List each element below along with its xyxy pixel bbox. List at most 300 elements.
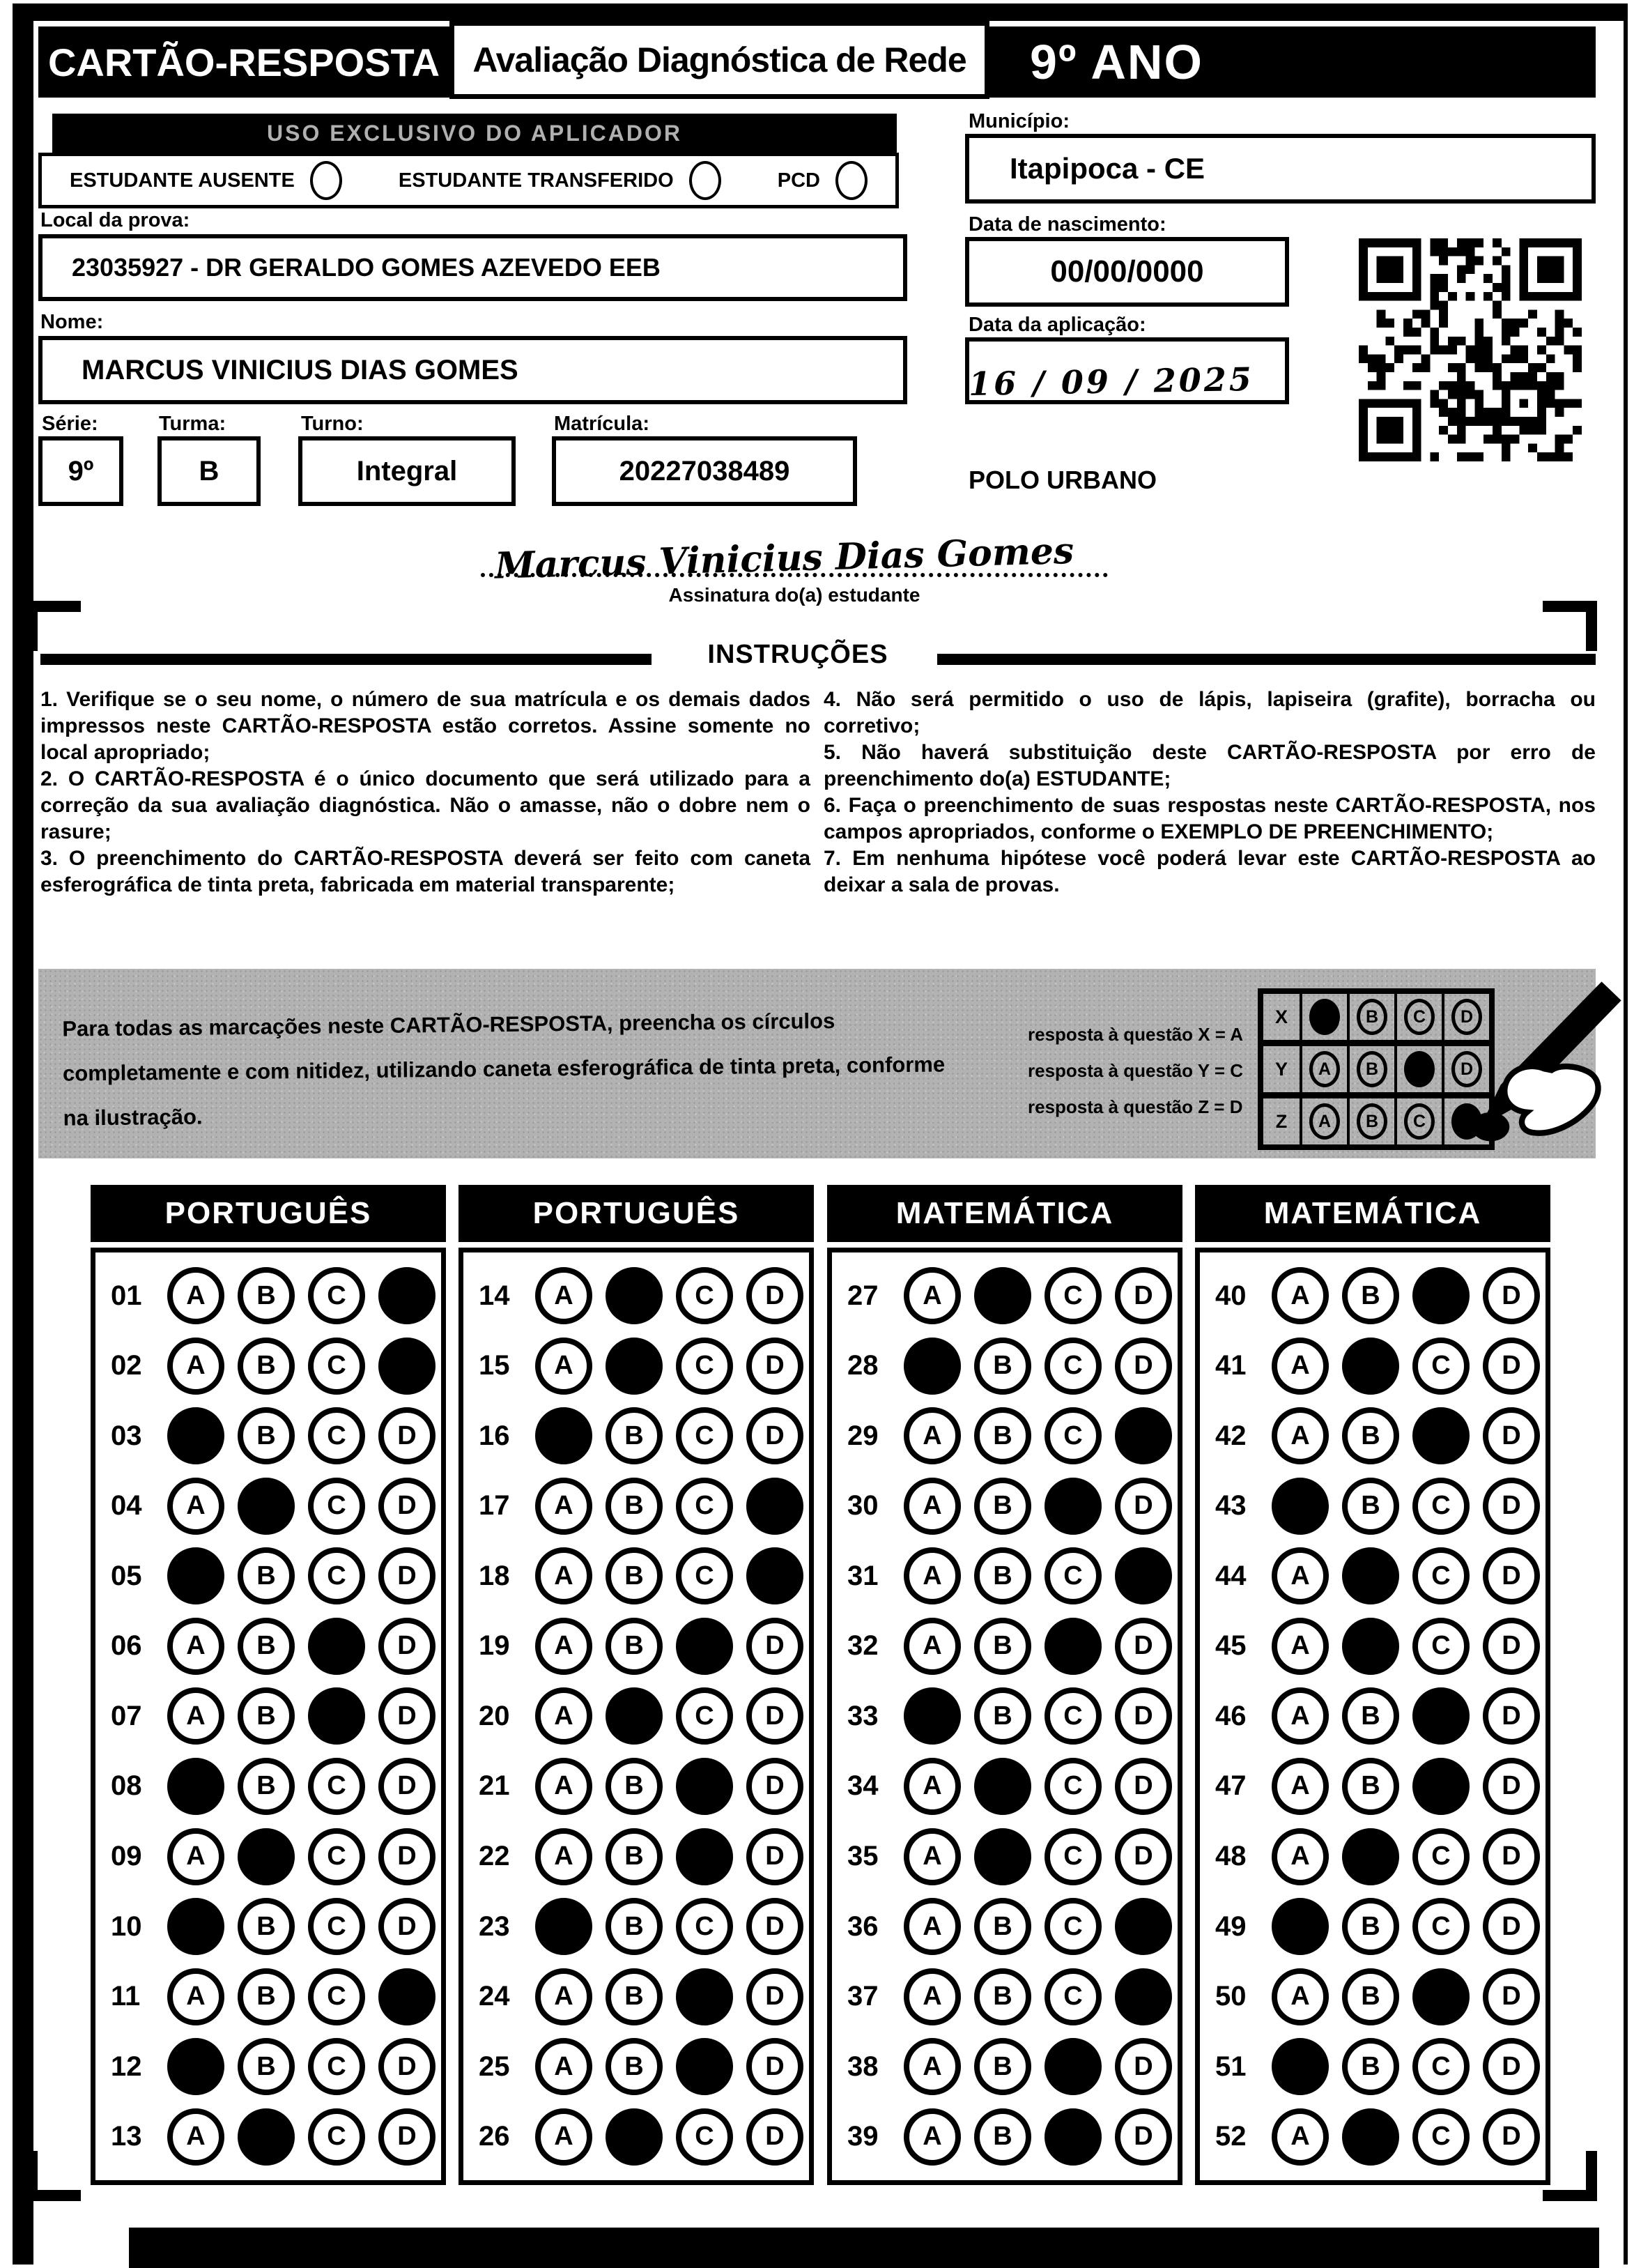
page-border-top bbox=[13, 3, 1628, 21]
bubble-q01-A[interactable]: A bbox=[167, 1267, 224, 1324]
bubble-q09-B[interactable] bbox=[238, 1828, 295, 1885]
bubble-q21-D[interactable]: D bbox=[746, 1758, 803, 1815]
bubble-q32-D[interactable]: D bbox=[1115, 1618, 1172, 1675]
bubble-q28-D[interactable]: D bbox=[1115, 1338, 1172, 1395]
bubble-q52-D[interactable]: D bbox=[1483, 2108, 1540, 2166]
question-row-51 bbox=[1200, 2038, 1546, 2095]
bubble-q35-A[interactable]: A bbox=[904, 1828, 961, 1885]
bubble-q18-C[interactable]: C bbox=[676, 1547, 733, 1604]
bubble-q08-C[interactable]: C bbox=[308, 1758, 365, 1815]
bubble-q22-C[interactable] bbox=[676, 1828, 733, 1885]
bubble-q15-D[interactable]: D bbox=[746, 1338, 803, 1395]
bubble-q25-A[interactable]: A bbox=[535, 2038, 592, 2095]
bubble-q39-D[interactable]: D bbox=[1115, 2108, 1172, 2166]
nome-field bbox=[38, 336, 907, 404]
bubble-q07-A[interactable]: A bbox=[167, 1687, 224, 1745]
bubble-q40-B[interactable]: B bbox=[1342, 1267, 1399, 1324]
example-cell bbox=[1350, 994, 1397, 1040]
bubble-q17-A[interactable]: A bbox=[535, 1478, 592, 1535]
bubble-q27-B[interactable] bbox=[974, 1267, 1031, 1324]
bubble-q40-D[interactable]: D bbox=[1483, 1267, 1540, 1324]
bubble-q22-A[interactable]: A bbox=[535, 1828, 592, 1885]
registration-mark-bottom-right bbox=[1543, 2151, 1597, 2201]
absent-student-circle[interactable] bbox=[310, 161, 342, 200]
bubble-q50-B[interactable]: B bbox=[1342, 1968, 1399, 2025]
bubble-q33-D[interactable]: D bbox=[1115, 1687, 1172, 1745]
instruction-item: 4. Não será permitido o uso de lápis, lapiseira (grafite), borracha ou corretivo; bbox=[824, 688, 1596, 737]
bubble-q20-A[interactable]: A bbox=[535, 1687, 592, 1745]
bubble-q48-B[interactable] bbox=[1342, 1828, 1399, 1885]
bubble-q16-C[interactable]: C bbox=[676, 1407, 733, 1464]
bubble-q13-B[interactable] bbox=[238, 2108, 295, 2166]
bubble-q51-C[interactable]: C bbox=[1412, 2038, 1470, 2095]
bubble-q14-A[interactable]: A bbox=[535, 1267, 592, 1324]
bubble-q26-D[interactable]: D bbox=[746, 2108, 803, 2166]
bubble-q25-C[interactable] bbox=[676, 2038, 733, 2095]
question-row-23 bbox=[463, 1898, 809, 1955]
question-number-06: 06 bbox=[111, 1630, 142, 1662]
bubble-q20-B[interactable] bbox=[606, 1687, 663, 1745]
bubble-q31-A[interactable]: A bbox=[904, 1547, 961, 1604]
question-number-23: 23 bbox=[479, 1910, 510, 1942]
option-label: ESTUDANTE TRANSFERIDO bbox=[398, 169, 674, 192]
bubble-q16-D[interactable]: D bbox=[746, 1407, 803, 1464]
bubble-q39-B[interactable]: B bbox=[974, 2108, 1031, 2166]
bubble-q04-C[interactable]: C bbox=[308, 1478, 365, 1535]
bubble-q22-B[interactable]: B bbox=[606, 1828, 663, 1885]
bubble-q08-B[interactable]: B bbox=[238, 1758, 295, 1815]
question-row-06 bbox=[95, 1618, 441, 1675]
bubble-q52-C[interactable]: C bbox=[1412, 2108, 1470, 2166]
question-row-07 bbox=[95, 1687, 441, 1745]
serie-field bbox=[38, 436, 123, 506]
bubble-q20-D[interactable]: D bbox=[746, 1687, 803, 1745]
question-row-39 bbox=[832, 2108, 1178, 2166]
bubble-q42-C[interactable] bbox=[1412, 1407, 1470, 1464]
bubble-q32-A[interactable]: A bbox=[904, 1618, 961, 1675]
bubble-q07-B[interactable]: B bbox=[238, 1687, 295, 1745]
bubble-q06-C[interactable] bbox=[308, 1618, 365, 1675]
marking-example-text: Para todas as marcações neste CARTÃO-RESPOSTA, preencha os círculos completamente e com nitidez, utilizando caneta esferográfica de tinta preta, conforme na ilustração. bbox=[62, 1009, 946, 1131]
example-row-label-X: X bbox=[1263, 994, 1302, 1040]
question-row-12 bbox=[95, 2038, 441, 2095]
option-estudante-transferido bbox=[399, 161, 721, 200]
bubble-q08-A[interactable] bbox=[167, 1758, 224, 1815]
bubble-q35-D[interactable]: D bbox=[1115, 1828, 1172, 1885]
bubble-q49-A[interactable] bbox=[1272, 1898, 1329, 1955]
question-row-17 bbox=[463, 1478, 809, 1535]
bubble-q37-D[interactable] bbox=[1115, 1968, 1172, 2025]
pcd-circle[interactable] bbox=[835, 161, 868, 200]
bubble-q06-B[interactable]: B bbox=[238, 1618, 295, 1675]
bubble-q01-B[interactable]: B bbox=[238, 1267, 295, 1324]
question-row-36 bbox=[832, 1898, 1178, 1955]
question-number-10: 10 bbox=[111, 1910, 142, 1942]
bubble-q12-C[interactable]: C bbox=[308, 2038, 365, 2095]
qr-code-image bbox=[1359, 238, 1582, 461]
bubble-q27-A[interactable]: A bbox=[904, 1267, 961, 1324]
bubble-q19-A[interactable]: A bbox=[535, 1618, 592, 1675]
bubble-q21-C[interactable] bbox=[676, 1758, 733, 1815]
signature-caption: Assinatura do(a) estudante bbox=[668, 584, 920, 606]
bubble-q13-D[interactable]: D bbox=[378, 2108, 436, 2166]
marking-example-band bbox=[38, 969, 1596, 1158]
bubble-q34-D[interactable]: D bbox=[1115, 1758, 1172, 1815]
bubble-q34-A[interactable]: A bbox=[904, 1758, 961, 1815]
bubble-q29-A[interactable]: A bbox=[904, 1407, 961, 1464]
bubble-q02-A[interactable]: A bbox=[167, 1338, 224, 1395]
bubble-q28-C[interactable]: C bbox=[1045, 1338, 1102, 1395]
bubble-q31-C[interactable]: C bbox=[1045, 1547, 1102, 1604]
bubble-q03-C[interactable]: C bbox=[308, 1407, 365, 1464]
signature-handwritten-value: Marcus Vinicius Dias Gomes bbox=[494, 529, 1074, 588]
bubble-q36-B[interactable]: B bbox=[974, 1898, 1031, 1955]
bubble-q24-D[interactable]: D bbox=[746, 1968, 803, 2025]
bubble-q26-B[interactable] bbox=[606, 2108, 663, 2166]
bubble-q20-C[interactable]: C bbox=[676, 1687, 733, 1745]
bubble-q49-B[interactable]: B bbox=[1342, 1898, 1399, 1955]
bubble-q46-D[interactable]: D bbox=[1483, 1687, 1540, 1745]
question-row-04 bbox=[95, 1478, 441, 1535]
bubble-q14-B[interactable] bbox=[606, 1267, 663, 1324]
bubble-q29-B[interactable]: B bbox=[974, 1407, 1031, 1464]
bubble-q11-A[interactable]: A bbox=[167, 1968, 224, 2025]
bubble-q11-C[interactable]: C bbox=[308, 1968, 365, 2025]
bubble-q40-A[interactable]: A bbox=[1272, 1267, 1329, 1324]
bubble-q05-D[interactable]: D bbox=[378, 1547, 436, 1604]
question-row-47 bbox=[1200, 1758, 1546, 1815]
example-cell bbox=[1397, 994, 1444, 1040]
question-row-01 bbox=[95, 1267, 441, 1324]
bubble-q28-A[interactable] bbox=[904, 1338, 961, 1395]
bubble-q09-C[interactable]: C bbox=[308, 1828, 365, 1885]
bubble-q14-C[interactable]: C bbox=[676, 1267, 733, 1324]
bubble-q23-D[interactable]: D bbox=[746, 1898, 803, 1955]
bubble-q36-A[interactable]: A bbox=[904, 1898, 961, 1955]
bubble-q05-A[interactable] bbox=[167, 1547, 224, 1604]
bubble-q37-A[interactable]: A bbox=[904, 1968, 961, 2025]
example-cell bbox=[1397, 1098, 1444, 1144]
example-row-label-Z: Z bbox=[1263, 1098, 1302, 1144]
instructions-rule-left bbox=[40, 654, 652, 665]
bubble-q30-B[interactable]: B bbox=[974, 1478, 1031, 1535]
bubble-q21-B[interactable]: B bbox=[606, 1758, 663, 1815]
bubble-q15-C[interactable]: C bbox=[676, 1338, 733, 1395]
bubble-q17-C[interactable]: C bbox=[676, 1478, 733, 1535]
bubble-q16-A[interactable] bbox=[535, 1407, 592, 1464]
bubble-q41-B[interactable] bbox=[1342, 1338, 1399, 1395]
example-bubble-Z-B: B bbox=[1357, 1103, 1387, 1140]
bubble-q29-C[interactable]: C bbox=[1045, 1407, 1102, 1464]
answer-grid-3 bbox=[827, 1248, 1182, 2185]
bubble-q39-A[interactable]: A bbox=[904, 2108, 961, 2166]
bubble-q46-A[interactable]: A bbox=[1272, 1687, 1329, 1745]
example-cell bbox=[1302, 994, 1350, 1040]
turma-value: B bbox=[199, 455, 219, 486]
bubble-q24-B[interactable]: B bbox=[606, 1968, 663, 2025]
bubble-q18-A[interactable]: A bbox=[535, 1547, 592, 1604]
bubble-q04-D[interactable]: D bbox=[378, 1478, 436, 1535]
bubble-q28-B[interactable]: B bbox=[974, 1338, 1031, 1395]
bubble-q36-D[interactable] bbox=[1115, 1898, 1172, 1955]
bubble-q26-A[interactable]: A bbox=[535, 2108, 592, 2166]
bubble-q16-B[interactable]: B bbox=[606, 1407, 663, 1464]
grade-label: 9º ANO bbox=[1030, 35, 1203, 89]
bubble-q06-A[interactable]: A bbox=[167, 1618, 224, 1675]
bubble-q31-D[interactable] bbox=[1115, 1547, 1172, 1604]
bubble-q45-C[interactable]: C bbox=[1412, 1618, 1470, 1675]
question-row-26 bbox=[463, 2108, 809, 2166]
bubble-q03-A[interactable] bbox=[167, 1407, 224, 1464]
bubble-q21-A[interactable]: A bbox=[535, 1758, 592, 1815]
bubble-q30-D[interactable]: D bbox=[1115, 1478, 1172, 1535]
bubble-q23-B[interactable]: B bbox=[606, 1898, 663, 1955]
question-number-07: 07 bbox=[111, 1700, 142, 1731]
bubble-q19-C[interactable] bbox=[676, 1618, 733, 1675]
bubble-q38-D[interactable]: D bbox=[1115, 2038, 1172, 2095]
bubble-q09-A[interactable]: A bbox=[167, 1828, 224, 1885]
bubble-q33-B[interactable]: B bbox=[974, 1687, 1031, 1745]
bubble-q18-D[interactable] bbox=[746, 1547, 803, 1604]
bubble-q03-B[interactable]: B bbox=[238, 1407, 295, 1464]
bubble-q42-B[interactable]: B bbox=[1342, 1407, 1399, 1464]
question-row-20 bbox=[463, 1687, 809, 1745]
bubble-q41-C[interactable]: C bbox=[1412, 1338, 1470, 1395]
bubble-q45-B[interactable] bbox=[1342, 1618, 1399, 1675]
bubble-q47-B[interactable]: B bbox=[1342, 1758, 1399, 1815]
bubble-q02-C[interactable]: C bbox=[308, 1338, 365, 1395]
nascimento-value: 00/00/0000 bbox=[1050, 254, 1204, 289]
bubble-q38-B[interactable]: B bbox=[974, 2038, 1031, 2095]
bubble-q46-C[interactable] bbox=[1412, 1687, 1470, 1745]
question-number-05: 05 bbox=[111, 1560, 142, 1591]
question-number-24: 24 bbox=[479, 1981, 510, 2012]
bubble-q14-D[interactable]: D bbox=[746, 1267, 803, 1324]
bubble-q10-D[interactable]: D bbox=[378, 1898, 436, 1955]
bubble-q35-B[interactable] bbox=[974, 1828, 1031, 1885]
question-number-31: 31 bbox=[847, 1560, 879, 1591]
signature-line[interactable] bbox=[481, 529, 1108, 588]
bubble-q12-D[interactable]: D bbox=[378, 2038, 436, 2095]
bubble-q12-A[interactable] bbox=[167, 2038, 224, 2095]
bubble-q12-B[interactable]: B bbox=[238, 2038, 295, 2095]
bubble-q51-B[interactable]: B bbox=[1342, 2038, 1399, 2095]
example-legend-line: resposta à questão Y = C bbox=[1028, 1060, 1244, 1081]
example-cell bbox=[1350, 1046, 1397, 1092]
question-number-21: 21 bbox=[479, 1770, 510, 1802]
question-number-51: 51 bbox=[1215, 2051, 1247, 2082]
bubble-q02-D[interactable] bbox=[378, 1338, 436, 1395]
bubble-q43-C[interactable]: C bbox=[1412, 1478, 1470, 1535]
bubble-q22-D[interactable]: D bbox=[746, 1828, 803, 1885]
bubble-q03-D[interactable]: D bbox=[378, 1407, 436, 1464]
bubble-q04-B[interactable] bbox=[238, 1478, 295, 1535]
bubble-q51-D[interactable]: D bbox=[1483, 2038, 1540, 2095]
instruction-item: 3. O preenchimento do CARTÃO-RESPOSTA deverá ser feito com caneta esferográfica de tinta preta, fabricada em material transparente; bbox=[40, 847, 810, 896]
bubble-q50-A[interactable]: A bbox=[1272, 1968, 1329, 2025]
bubble-q13-C[interactable]: C bbox=[308, 2108, 365, 2166]
bubble-q51-A[interactable] bbox=[1272, 2038, 1329, 2095]
bubble-q41-A[interactable]: A bbox=[1272, 1338, 1329, 1395]
bubble-q36-C[interactable]: C bbox=[1045, 1898, 1102, 1955]
bubble-q48-A[interactable]: A bbox=[1272, 1828, 1329, 1885]
bubble-q29-D[interactable] bbox=[1115, 1407, 1172, 1464]
bubble-q38-A[interactable]: A bbox=[904, 2038, 961, 2095]
bubble-q04-A[interactable]: A bbox=[167, 1478, 224, 1535]
bubble-q24-A[interactable]: A bbox=[535, 1968, 592, 2025]
question-row-45 bbox=[1200, 1618, 1546, 1675]
bubble-q05-C[interactable]: C bbox=[308, 1547, 365, 1604]
bubble-q10-B[interactable]: B bbox=[238, 1898, 295, 1955]
bubble-q32-C[interactable] bbox=[1045, 1618, 1102, 1675]
instruction-item: 7. Em nenhuma hipótese você poderá levar este CARTÃO-RESPOSTA ao deixar a sala de provas. bbox=[824, 847, 1596, 896]
question-number-29: 29 bbox=[847, 1420, 879, 1451]
bubble-q15-B[interactable] bbox=[606, 1338, 663, 1395]
bubble-q19-D[interactable]: D bbox=[746, 1618, 803, 1675]
question-row-37 bbox=[832, 1968, 1178, 2025]
bubble-q11-B[interactable]: B bbox=[238, 1968, 295, 2025]
question-row-46 bbox=[1200, 1687, 1546, 1745]
bubble-q34-B[interactable] bbox=[974, 1758, 1031, 1815]
bubble-q17-B[interactable]: B bbox=[606, 1478, 663, 1535]
example-bubble-X-A bbox=[1309, 999, 1340, 1035]
transferred-student-circle[interactable] bbox=[689, 161, 721, 200]
bubble-q19-B[interactable]: B bbox=[606, 1618, 663, 1675]
nome-value: MARCUS VINICIUS DIAS GOMES bbox=[82, 354, 518, 385]
bubble-q47-C[interactable] bbox=[1412, 1758, 1470, 1815]
bubble-q48-C[interactable]: C bbox=[1412, 1828, 1470, 1885]
bubble-q18-B[interactable]: B bbox=[606, 1547, 663, 1604]
bubble-q33-A[interactable] bbox=[904, 1687, 961, 1745]
bubble-q44-D[interactable]: D bbox=[1483, 1547, 1540, 1604]
local-label: Local da prova: bbox=[40, 209, 190, 231]
bubble-q44-A[interactable]: A bbox=[1272, 1547, 1329, 1604]
bubble-q32-B[interactable]: B bbox=[974, 1618, 1031, 1675]
bubble-q46-B[interactable]: B bbox=[1342, 1687, 1399, 1745]
bubble-q17-D[interactable] bbox=[746, 1478, 803, 1535]
bubble-q44-C[interactable]: C bbox=[1412, 1547, 1470, 1604]
bubble-q11-D[interactable] bbox=[378, 1968, 436, 2025]
question-row-42 bbox=[1200, 1407, 1546, 1464]
bubble-q09-D[interactable]: D bbox=[378, 1828, 436, 1885]
bubble-q15-A[interactable]: A bbox=[535, 1338, 592, 1395]
bubble-q25-B[interactable]: B bbox=[606, 2038, 663, 2095]
bubble-q33-C[interactable]: C bbox=[1045, 1687, 1102, 1745]
bubble-q45-A[interactable]: A bbox=[1272, 1618, 1329, 1675]
bubble-q50-C[interactable] bbox=[1412, 1968, 1470, 2025]
bubble-q44-B[interactable] bbox=[1342, 1547, 1399, 1604]
bubble-q49-D[interactable]: D bbox=[1483, 1898, 1540, 1955]
turno-label: Turno: bbox=[301, 413, 364, 435]
question-number-32: 32 bbox=[847, 1630, 879, 1662]
question-number-12: 12 bbox=[111, 2051, 142, 2082]
question-row-44 bbox=[1200, 1547, 1546, 1604]
serie-value: 9º bbox=[68, 455, 94, 486]
bubble-q37-B[interactable]: B bbox=[974, 1968, 1031, 2025]
bubble-q40-C[interactable] bbox=[1412, 1267, 1470, 1324]
question-row-33 bbox=[832, 1687, 1178, 1745]
bubble-q26-C[interactable]: C bbox=[676, 2108, 733, 2166]
bubble-q07-D[interactable]: D bbox=[378, 1687, 436, 1745]
bubble-q35-C[interactable]: C bbox=[1045, 1828, 1102, 1885]
page-border-left bbox=[13, 3, 33, 2265]
bubble-q30-A[interactable]: A bbox=[904, 1478, 961, 1535]
bubble-q50-D[interactable]: D bbox=[1483, 1968, 1540, 2025]
matricula-value: 20227038489 bbox=[619, 455, 790, 486]
question-number-28: 28 bbox=[847, 1350, 879, 1381]
bubble-q37-C[interactable]: C bbox=[1045, 1968, 1102, 2025]
question-number-01: 01 bbox=[111, 1280, 142, 1311]
bubble-q47-A[interactable]: A bbox=[1272, 1758, 1329, 1815]
question-row-03 bbox=[95, 1407, 441, 1464]
bubble-q23-A[interactable] bbox=[535, 1898, 592, 1955]
applicator-banner bbox=[52, 114, 897, 153]
question-row-08 bbox=[95, 1758, 441, 1815]
polo-label: POLO URBANO bbox=[969, 466, 1157, 494]
bubble-q30-C[interactable] bbox=[1045, 1478, 1102, 1535]
question-number-52: 52 bbox=[1215, 2121, 1247, 2152]
bubble-q07-C[interactable] bbox=[308, 1687, 365, 1745]
bubble-q05-B[interactable]: B bbox=[238, 1547, 295, 1604]
bubble-q02-B[interactable]: B bbox=[238, 1338, 295, 1395]
example-bubble-Y-C bbox=[1404, 1051, 1435, 1087]
instruction-item: 6. Faça o preenchimento de suas respostas neste CARTÃO-RESPOSTA, nos campos apropriados, conforme o EXEMPLO DE PREENCHIMENTO; bbox=[824, 794, 1596, 843]
bubble-q43-D[interactable]: D bbox=[1483, 1478, 1540, 1535]
bubble-q06-D[interactable]: D bbox=[378, 1618, 436, 1675]
bubble-q27-C[interactable]: C bbox=[1045, 1267, 1102, 1324]
bubble-q34-C[interactable]: C bbox=[1045, 1758, 1102, 1815]
bubble-q01-D[interactable] bbox=[378, 1267, 436, 1324]
bubble-q10-C[interactable]: C bbox=[308, 1898, 365, 1955]
question-row-40 bbox=[1200, 1267, 1546, 1324]
bubble-q49-C[interactable]: C bbox=[1412, 1898, 1470, 1955]
bubble-q43-B[interactable]: B bbox=[1342, 1478, 1399, 1535]
bubble-q45-D[interactable]: D bbox=[1483, 1618, 1540, 1675]
turma-label: Turma: bbox=[159, 413, 226, 435]
bubble-q39-C[interactable] bbox=[1045, 2108, 1102, 2166]
question-number-26: 26 bbox=[479, 2121, 510, 2152]
bubble-q52-A[interactable]: A bbox=[1272, 2108, 1329, 2166]
bubble-q42-A[interactable]: A bbox=[1272, 1407, 1329, 1464]
question-row-43 bbox=[1200, 1478, 1546, 1535]
question-number-19: 19 bbox=[479, 1630, 510, 1662]
bubble-q42-D[interactable]: D bbox=[1483, 1407, 1540, 1464]
answer-column-2 bbox=[458, 1185, 814, 2185]
bubble-q47-D[interactable]: D bbox=[1483, 1758, 1540, 1815]
bubble-q48-D[interactable]: D bbox=[1483, 1828, 1540, 1885]
bubble-q43-A[interactable] bbox=[1272, 1478, 1329, 1535]
municipio-value: Itapipoca - CE bbox=[1010, 152, 1205, 185]
serie-label: Série: bbox=[42, 413, 98, 435]
bubble-q10-A[interactable] bbox=[167, 1898, 224, 1955]
option-pcd bbox=[778, 161, 868, 200]
bubble-q52-B[interactable] bbox=[1342, 2108, 1399, 2166]
question-number-20: 20 bbox=[479, 1700, 510, 1731]
bubble-q01-C[interactable]: C bbox=[308, 1267, 365, 1324]
subject-header-1: PORTUGUÊS bbox=[91, 1185, 446, 1242]
bubble-q08-D[interactable]: D bbox=[378, 1758, 436, 1815]
bubble-q41-D[interactable]: D bbox=[1483, 1338, 1540, 1395]
bubble-q23-C[interactable]: C bbox=[676, 1898, 733, 1955]
bubble-q24-C[interactable] bbox=[676, 1968, 733, 2025]
bubble-q38-C[interactable] bbox=[1045, 2038, 1102, 2095]
bubble-q13-A[interactable]: A bbox=[167, 2108, 224, 2166]
bubble-q31-B[interactable]: B bbox=[974, 1547, 1031, 1604]
bubble-q25-D[interactable]: D bbox=[746, 2038, 803, 2095]
question-row-30 bbox=[832, 1478, 1178, 1535]
matricula-label: Matrícula: bbox=[554, 413, 649, 435]
bubble-q27-D[interactable]: D bbox=[1115, 1267, 1172, 1324]
